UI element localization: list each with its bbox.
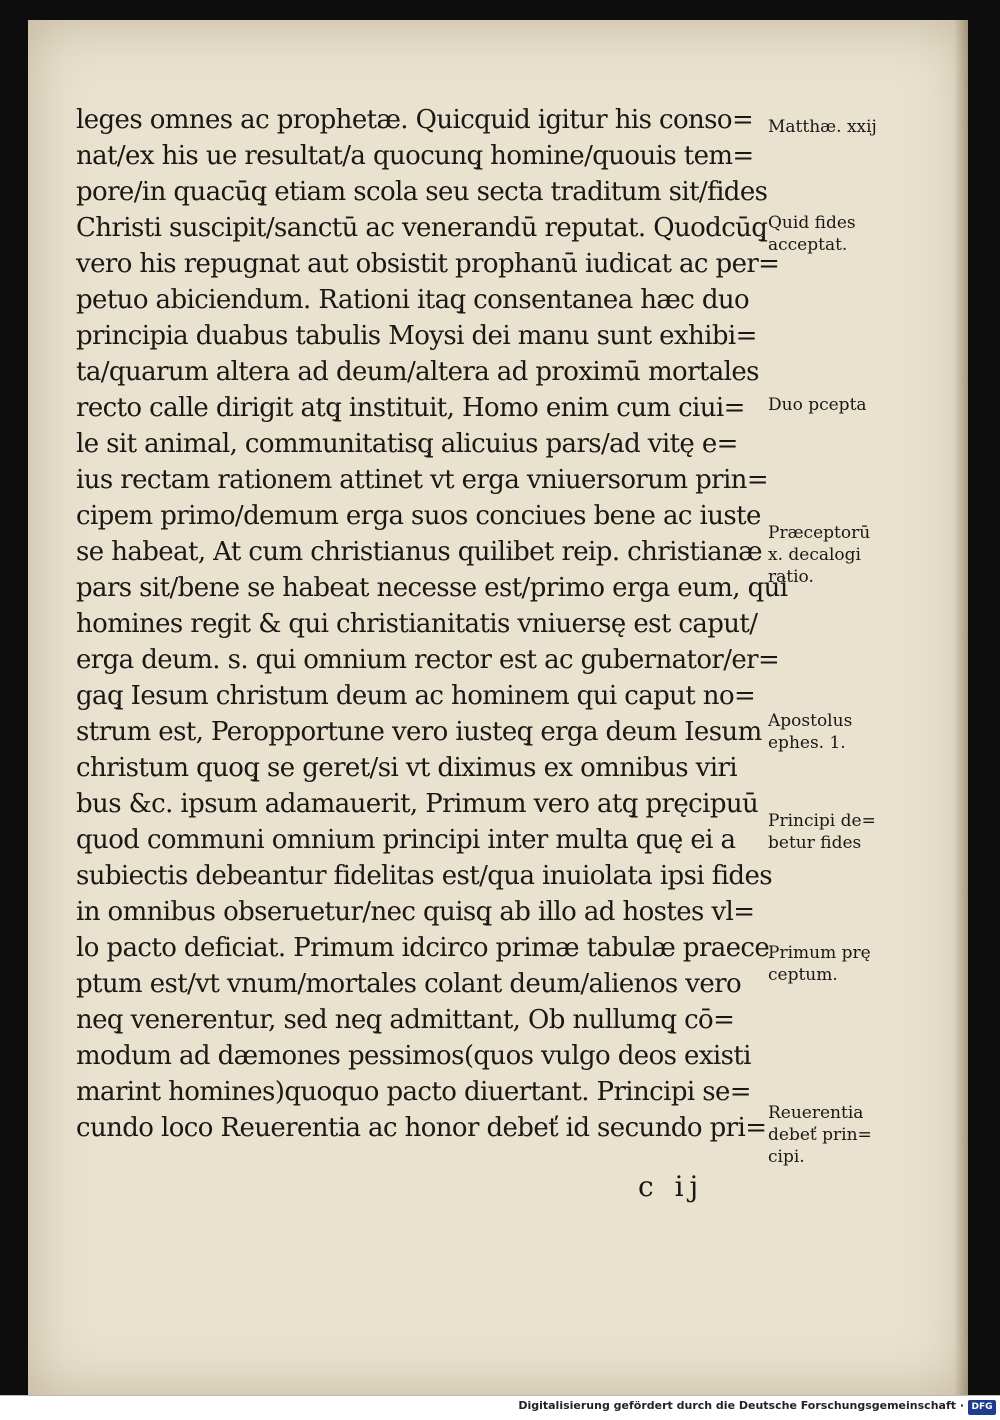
body-line: in omnibus obseruetur/nec quisq̧ ab illo ad hostes vl= bbox=[76, 897, 755, 927]
body-line: subiectis debeantur fidelitas est/qua inuiolata ipsi fides bbox=[76, 861, 773, 891]
body-line: homines regit & qui christianitatis vniuersę est caput/ bbox=[76, 609, 758, 639]
marginal-note-line: Matthæ. xxij bbox=[768, 117, 877, 137]
marginal-note-line: ceptum. bbox=[768, 965, 838, 985]
footer-credit-text: Digitalisierung gefördert durch die Deutsche Forschungsgemeinschaft · bbox=[518, 1399, 964, 1412]
marginal-note-line: cipi. bbox=[768, 1147, 805, 1167]
body-line: nat/ex his ue resultat/a quocunq̧ homine/quouis tem= bbox=[76, 141, 754, 171]
body-line: principia duabus tabulis Moysi dei manu sunt exhibi= bbox=[76, 321, 757, 351]
body-line: bus &c. ipsum adamauerit, Primum vero atq̧ pręcipuū bbox=[76, 789, 759, 819]
body-line: se habeat, At cum christianus quilibet reip. christianæ bbox=[76, 537, 762, 567]
marginal-note bbox=[768, 810, 876, 854]
body-line: Christi suscipit/sanctū ac venerandū reputat. Quodcūq̧ bbox=[76, 213, 768, 243]
marginal-note-line: ratio. bbox=[768, 567, 814, 587]
marginal-note-line: Quid fides bbox=[768, 213, 856, 233]
marginal-note bbox=[768, 942, 871, 986]
body-line: erga deum. s. qui omnium rector est ac gubernator/er= bbox=[76, 645, 780, 675]
body-line: gaq̧ Iesum christum deum ac hominem qui caput no= bbox=[76, 681, 756, 711]
body-line: pars sit/bene se habeat necesse est/primo erga eum, qui bbox=[76, 573, 788, 603]
footer-bar bbox=[0, 1395, 1000, 1420]
marginal-notes-column bbox=[768, 20, 968, 1396]
marginal-note bbox=[768, 522, 870, 588]
marginal-note-line: betur fides bbox=[768, 833, 862, 853]
marginal-note bbox=[768, 710, 852, 754]
signature-mark: c ij bbox=[638, 1170, 705, 1203]
marginal-note-line: Apostolus bbox=[768, 711, 853, 731]
body-line: marint homines)quoquo pacto diuertant. Principi se= bbox=[76, 1077, 751, 1107]
marginal-note bbox=[768, 116, 877, 138]
body-line: recto calle dirigit atq̧ instituit, Homo enim cum ciui= bbox=[76, 393, 745, 423]
marginal-note-line: Primum prę bbox=[768, 943, 871, 963]
book-page bbox=[28, 20, 968, 1396]
marginal-note bbox=[768, 212, 856, 256]
body-line: pore/in quacūq̧ etiam scola seu secta traditum sit/fides bbox=[76, 177, 768, 207]
body-line: lo pacto deficiat. Primum idcirco primæ tabulæ praece bbox=[76, 933, 770, 963]
marginal-note-line: ephes. 1. bbox=[768, 733, 846, 753]
body-line: leges omnes ac prophetæ. Quicquid igitur his conso= bbox=[76, 105, 754, 135]
marginal-note-line: debeť prin= bbox=[768, 1125, 872, 1145]
marginal-note bbox=[768, 394, 867, 416]
body-line: le sit animal, communitatisq̧ alicuius pars/ad vitę e= bbox=[76, 429, 738, 459]
body-line: christum quoq̧ se geret/si vt diximus ex omnibus viri bbox=[76, 753, 737, 783]
body-line: vero his repugnat aut obsistit prophanū iudicat ac per= bbox=[76, 249, 780, 279]
body-line: modum ad dæmones pessimos(quos vulgo deos existi bbox=[76, 1041, 751, 1071]
dfg-logo-icon: DFG bbox=[968, 1400, 996, 1415]
marginal-note-line: Præceptorū bbox=[768, 523, 871, 543]
body-line: quod communi omnium principi inter multa quę ei a bbox=[76, 825, 736, 855]
body-line: ta/quarum altera ad deum/altera ad proximū mortales bbox=[76, 357, 759, 387]
body-line: ius rectam rationem attinet vt erga vniuersorum prin= bbox=[76, 465, 769, 495]
marginal-note bbox=[768, 1102, 872, 1168]
body-line: cundo loco Reuerentia ac honor debeť id secundo pri= bbox=[76, 1113, 767, 1143]
body-line: neq̧ venerentur, sed neq̧ admittant, Ob nullumq̧ cō= bbox=[76, 1005, 735, 1035]
marginal-note-line: x. decalogi bbox=[768, 545, 861, 565]
body-line: petuo abiciendum. Rationi itaq̧ consentanea hæc duo bbox=[76, 285, 750, 315]
marginal-note-line: Reuerentia bbox=[768, 1103, 864, 1123]
marginal-note-line: Duo pcepta bbox=[768, 395, 867, 415]
body-line: ptum est/vt vnum/mortales colant deum/alienos vero bbox=[76, 969, 742, 999]
marginal-note-line: acceptat. bbox=[768, 235, 848, 255]
body-line: strum est, Peropportune vero iusteq̧ erga deum Iesum bbox=[76, 717, 762, 747]
body-text-column bbox=[76, 102, 788, 1146]
marginal-note-line: Principi de= bbox=[768, 811, 876, 831]
body-line: cipem primo/demum erga suos conciues bene ac iuste bbox=[76, 501, 761, 531]
